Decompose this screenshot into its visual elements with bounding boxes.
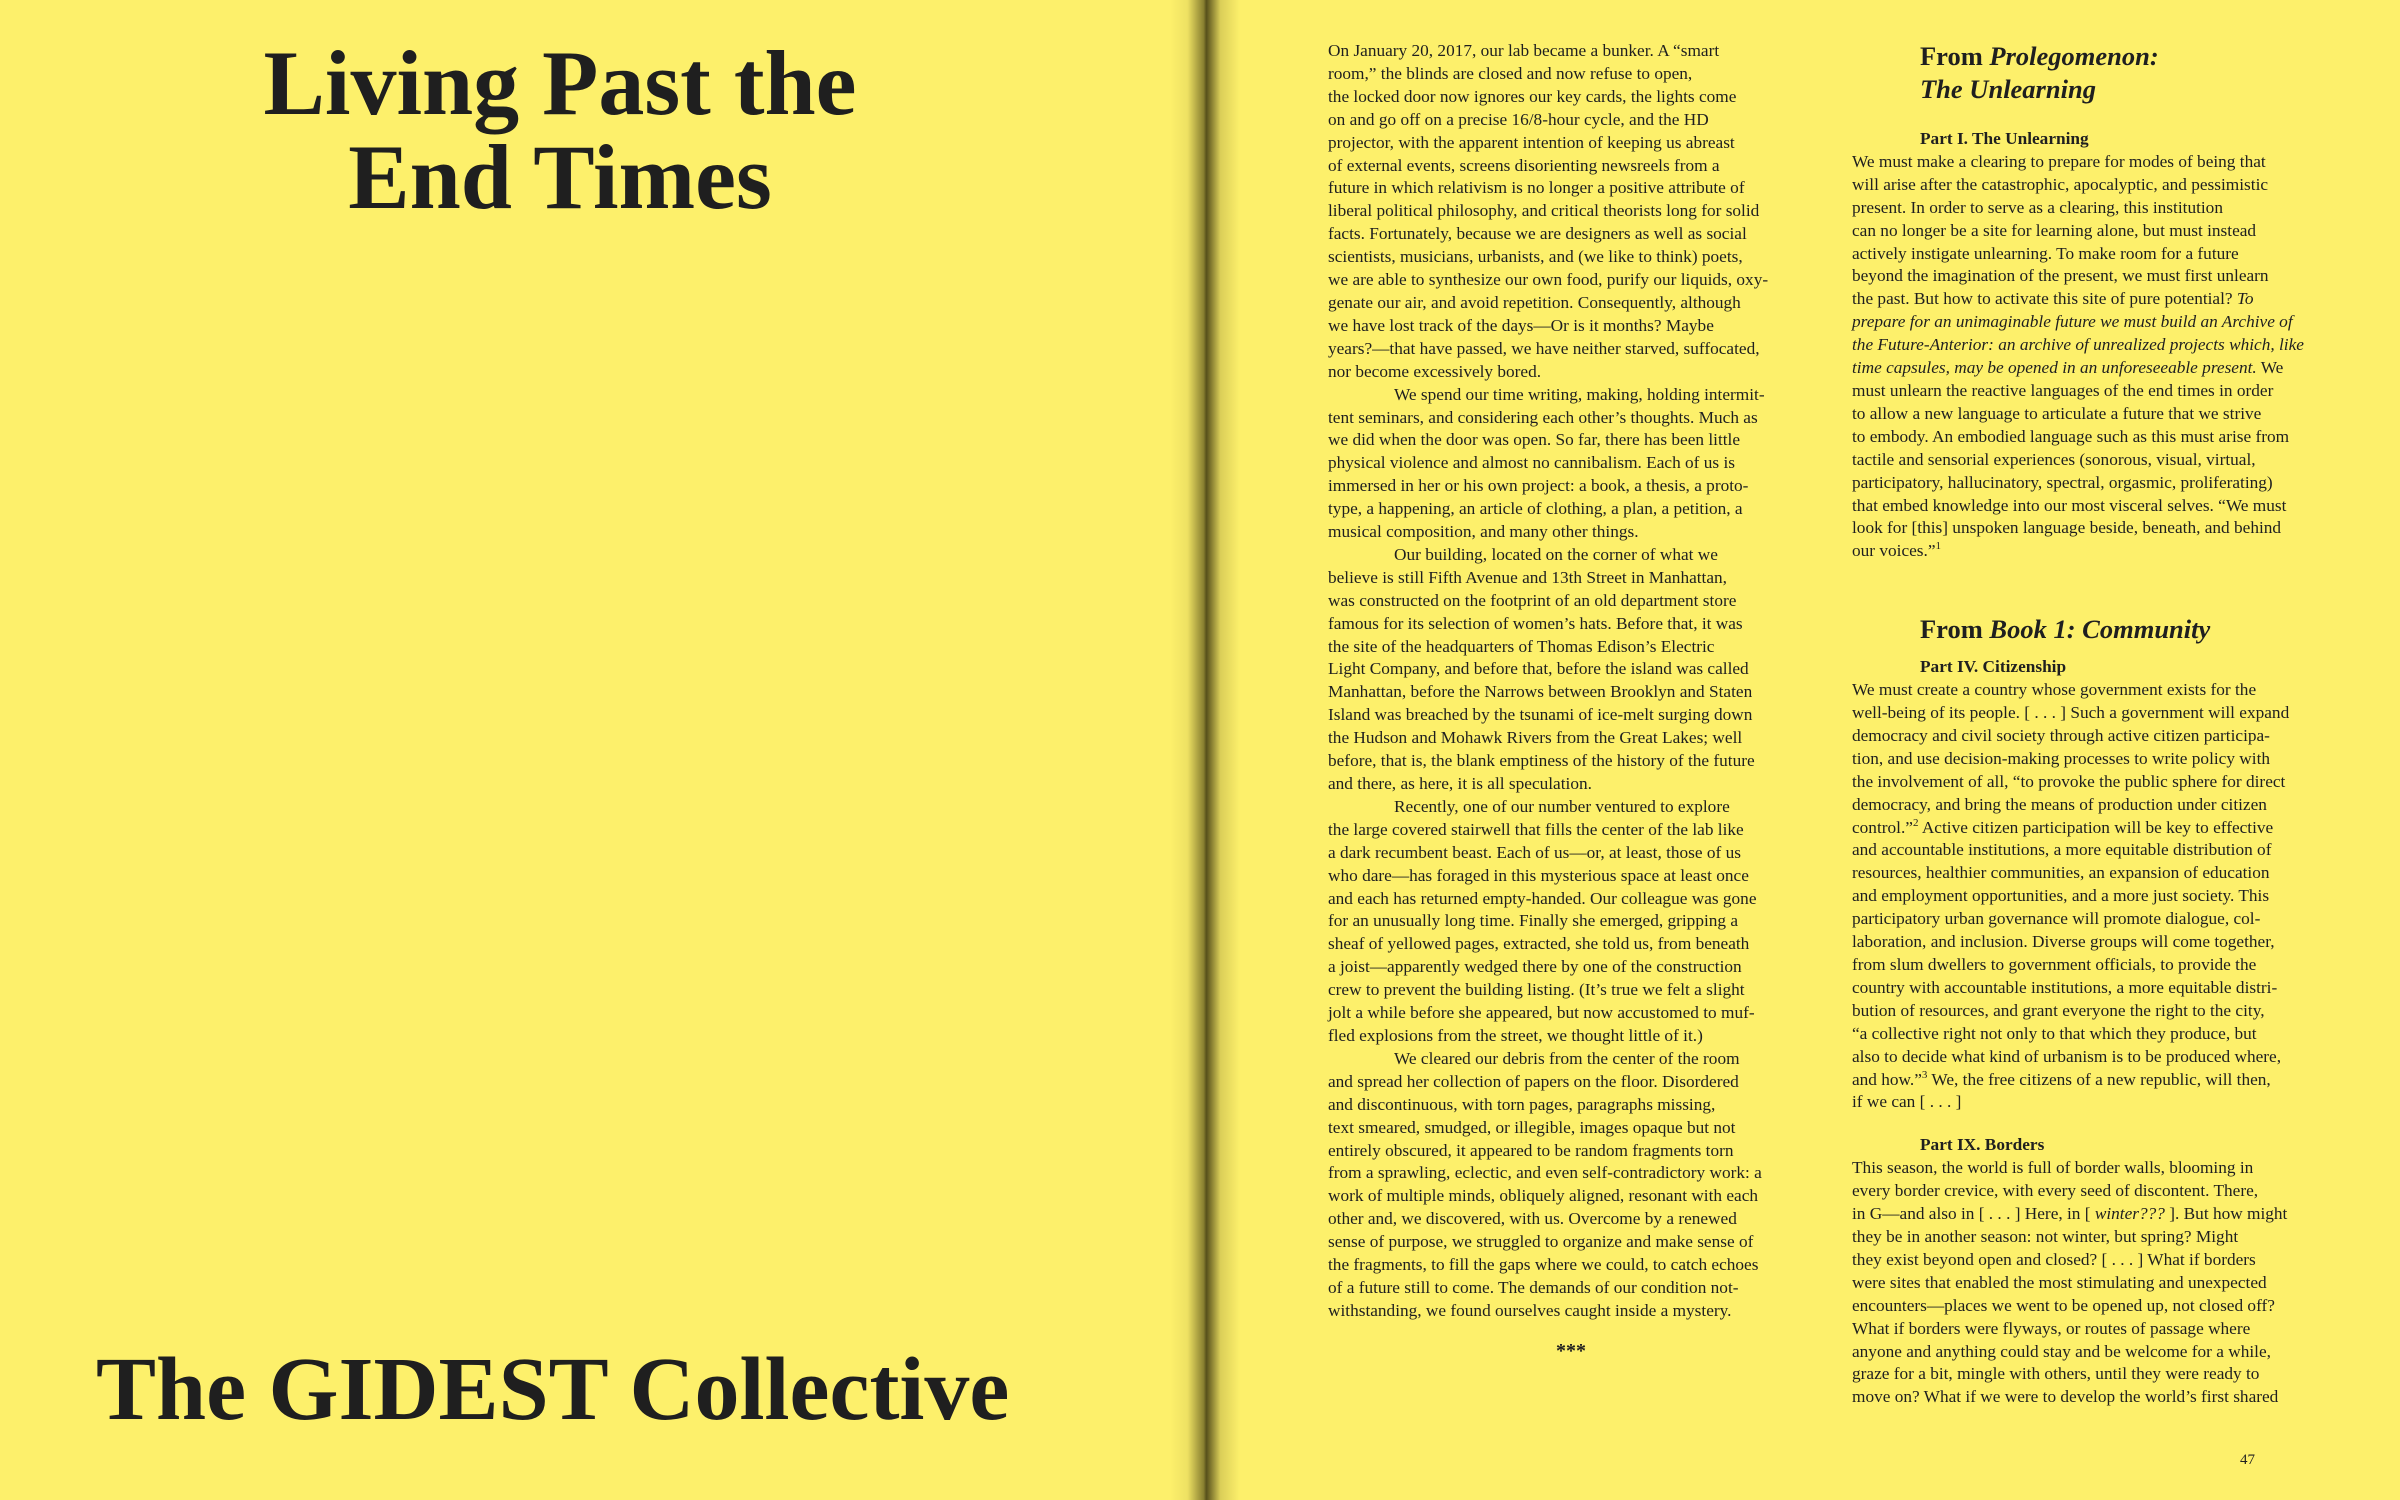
italic-run: time capsules, may be opened in an unforeseeable present. — [1852, 358, 2257, 378]
text-line: they be in another season: not winter, but spring? Might — [1852, 1226, 2239, 1246]
part4-lines — [1852, 679, 2352, 816]
text-line: and employment opportunities, and a more just society. This — [1852, 886, 2270, 906]
text-line: tactile and sensorial experiences (sonorous, visual, virtual, — [1852, 449, 2256, 469]
part1-lines — [1852, 151, 2352, 288]
part9-text — [1852, 1157, 2352, 1409]
text-line: Island was breached by the tsunami of ice-melt surging down — [1328, 705, 1753, 725]
text-line: Manhattan, before the Narrows between Brooklyn and Staten — [1328, 682, 1753, 702]
text-line: from a sprawling, eclectic, and even self-contradictory work: a — [1328, 1163, 1762, 1183]
text-line: nor become excessively bored. — [1328, 361, 1542, 381]
text-line: “a collective right not only to that which they produce, but — [1852, 1023, 2257, 1043]
text-line: work of multiple minds, obliquely aligned, resonant with each — [1328, 1186, 1759, 1206]
part4-last-line: if we can [ . . . ] — [1852, 1092, 1962, 1112]
text-line: and there, as here, it is all speculation. — [1328, 774, 1592, 793]
footnote-ref-1: 1 — [1935, 540, 1941, 553]
text-line: we did when the door was open. So far, there has been little — [1328, 430, 1741, 450]
text-line: resources, healthier communities, an expansion of education — [1852, 863, 2270, 883]
text-line: and spread her collection of papers on the floor. Disordered — [1328, 1071, 1739, 1091]
text-line: that embed knowledge into our most visceral selves. “We must — [1852, 495, 2287, 515]
text-line: projector, with the apparent intention of keeping us abreast — [1328, 132, 1735, 152]
text-line: We must make a clearing to prepare for modes of being that — [1852, 151, 2266, 171]
text-line: famous for its selection of women’s hats. Before that, it was — [1328, 613, 1743, 633]
text-line: for an unusually long time. Finally she emerged, gripping a — [1328, 911, 1739, 931]
page-number: 47 — [2240, 1452, 2255, 1468]
text-run: We — [2256, 358, 2284, 378]
part4-lines-b — [1852, 839, 2352, 1068]
text-line: encounters—places we went to be opened up, not closed off? — [1852, 1295, 2275, 1315]
text-run: and how.” — [1852, 1069, 1922, 1089]
text-line: from slum dwellers to government officials, to provide the — [1852, 955, 2257, 974]
text-line: a dark recumbent beast. Each of us—or, at least, those of us — [1328, 842, 1741, 862]
text-line: to embody. An embodied language such as this must arise from — [1852, 426, 2290, 446]
title-line-2: End Times — [348, 126, 772, 228]
text-line: and each has returned empty-handed. Our colleague was gone — [1328, 888, 1757, 908]
text-line: every border crevice, with every seed of discontent. There, — [1852, 1181, 2259, 1201]
text-line: beyond the imagination of the present, we must first unlearn — [1852, 266, 2269, 286]
section-heading-prolegomenon — [1920, 40, 2352, 106]
text-line: graze for a bit, mingle with others, until they were ready to — [1852, 1364, 2260, 1384]
text-line: the involvement of all, “to provoke the public sphere for direct — [1852, 771, 2286, 791]
book-title — [150, 32, 970, 228]
part1-text — [1852, 151, 2352, 563]
text-run: We, the free citizens of a new republic, will then, — [1927, 1069, 2271, 1089]
part4-line-7 — [1852, 817, 2352, 840]
part-heading-citizenship: Part IV. Citizenship — [1920, 657, 2067, 677]
text-line: physical violence and almost no cannibalism. Each of us is — [1328, 453, 1735, 473]
footnote-ref-2: 2 — [1912, 816, 1919, 829]
text-line: We spend our time writing, making, holding intermit- — [1394, 384, 1765, 404]
text-line: well-being of its people. [ . . . ] Such a government will expand — [1852, 703, 2290, 723]
heading-subtitle: The Unlearning — [1920, 74, 2096, 104]
text-line: entirely obscured, it appeared to be random fragments torn — [1328, 1140, 1734, 1160]
text-line: facts. Fortunately, because we are designers as well as social — [1328, 224, 1747, 244]
text-line: present. In order to serve as a clearing, this institution — [1852, 197, 2223, 217]
text-line: prepare for an unimaginable future we must build an Archive of — [1852, 312, 2293, 332]
text-line: country with accountable institutions, a more equitable distri- — [1852, 977, 2278, 997]
fragments-column — [1852, 40, 2352, 1409]
part9-line-3 — [1852, 1203, 2352, 1226]
text-line: liberal political philosophy, and critical theorists long for solid — [1328, 201, 1760, 221]
text-run: in G—and also in [ . . . ] Here, in [ — [1852, 1204, 2095, 1224]
part1-line-10 — [1852, 357, 2352, 380]
text-line: What if borders were flyways, or routes of passage where — [1852, 1318, 2251, 1338]
text-line: the Future-Anterior: an archive of unrealized projects which, like — [1852, 335, 2304, 355]
text-line: genate our air, and avoid repetition. Consequently, although — [1328, 292, 1741, 312]
intro-paragraph-2 — [1328, 384, 1822, 544]
section-heading-community — [1920, 613, 2352, 646]
text-run: ]. But how might — [2164, 1204, 2288, 1224]
text-line: type, a happening, an article of clothing, a plan, a petition, a — [1328, 499, 1743, 519]
text-line: sense of purpose, we struggled to organize and make sense of — [1328, 1232, 1754, 1252]
text-line: they exist beyond open and closed? [ . . . ] What if borders — [1852, 1249, 2256, 1269]
part4-line-17 — [1852, 1069, 2352, 1092]
part1-line-7 — [1852, 288, 2352, 311]
italic-run: To — [2236, 289, 2254, 309]
text-line: was constructed on the footprint of an old department store — [1328, 590, 1737, 610]
part1-lines-b — [1852, 380, 2352, 540]
text-line: room,” the blinds are closed and now refuse to open, — [1328, 63, 1693, 83]
text-line: to allow a new language to articulate a future that we strive — [1852, 403, 2262, 423]
text-run: Active citizen participation will be key to effective — [1918, 817, 2274, 837]
text-line: the locked door now ignores our key cards, the lights come — [1328, 86, 1737, 106]
intro-paragraph-3 — [1328, 544, 1822, 796]
text-line: can no longer be a site for learning alone, but must instead — [1852, 220, 2257, 240]
text-line: participatory urban governance will promote dialogue, col- — [1852, 909, 2261, 929]
text-line: text smeared, smudged, or illegible, images opaque but not — [1328, 1117, 1736, 1137]
part1-last-line — [1852, 540, 2352, 563]
text-line: look for [this] unspoken language beside, beneath, and behind — [1852, 518, 2282, 538]
text-line: participatory, hallucinatory, spectral, orgasmic, proliferating) — [1852, 472, 2273, 492]
text-line: On January 20, 2017, our lab became a bunker. A “smart — [1328, 41, 1720, 60]
text-line: Our building, located on the corner of what we — [1394, 544, 1718, 564]
italic-run: winter??? — [2094, 1204, 2165, 1224]
text-line: the Hudson and Mohawk Rivers from the Great Lakes; well — [1328, 728, 1743, 748]
text-line: must unlearn the reactive languages of the end times in order — [1852, 380, 2274, 400]
text-line: democracy, and bring the means of production under citizen — [1852, 794, 2267, 814]
text-line: We cleared our debris from the center of the room — [1394, 1048, 1740, 1068]
text-line: believe is still Fifth Avenue and 13th Street in Manhattan, — [1328, 567, 1727, 587]
intro-paragraph-4 — [1328, 796, 1822, 1048]
text-line: tent seminars, and considering each other’s thoughts. Much as — [1328, 407, 1758, 427]
part9-lines — [1852, 1157, 2352, 1203]
text-line: also to decide what kind of urbanism is to be produced where, — [1852, 1046, 2282, 1066]
text-line: Light Company, and before that, before the island was called — [1328, 659, 1749, 679]
intro-column — [1328, 40, 1822, 1323]
intro-paragraph-1 — [1328, 40, 1822, 384]
text-line: musical composition, and many other things. — [1328, 522, 1639, 542]
text-line: move on? What if we were to develop the world’s first shared — [1852, 1387, 2279, 1407]
part-heading-borders: Part IX. Borders — [1920, 1135, 2045, 1155]
text-line: laboration, and inclusion. Diverse groups will come together, — [1852, 932, 2275, 952]
text-line: democracy and civil society through active citizen participa- — [1852, 725, 2270, 745]
part4-text — [1852, 679, 2352, 1114]
text-run: control.” — [1852, 817, 1913, 837]
part1-italic-lines — [1852, 311, 2352, 357]
text-run: the past. But how to activate this site of pure potential? — [1852, 289, 2237, 309]
text-line: we are able to synthesize our own food, purify our liquids, oxy- — [1328, 270, 1769, 290]
text-line: of external events, screens disorienting newsreels from a — [1328, 155, 1720, 175]
text-line: withstanding, we found ourselves caught inside a mystery. — [1328, 1300, 1732, 1320]
text-run: our voices.” — [1852, 541, 1936, 561]
text-line: of a future still to come. The demands of our condition not- — [1328, 1277, 1739, 1297]
footnote-ref-3: 3 — [1921, 1068, 1928, 1081]
text-line: years?—that have passed, we have neither starved, suffocated, — [1328, 338, 1760, 358]
intro-paragraph-5 — [1328, 1048, 1822, 1323]
text-line: and accountable institutions, a more equitable distribution of — [1852, 840, 2272, 860]
heading-from: From — [1920, 614, 1990, 645]
text-line: fled explosions from the street, we thought little of it.) — [1328, 1025, 1703, 1045]
text-line: actively instigate unlearning. To make room for a future — [1852, 243, 2239, 263]
text-line: We must create a country whose government exists for the — [1852, 680, 2257, 700]
text-line: future in which relativism is no longer a positive attribute of — [1328, 178, 1745, 198]
text-line: tion, and use decision-making processes to write policy with — [1852, 748, 2271, 768]
text-line: scientists, musicians, urbanists, and (we like to think) poets, — [1328, 247, 1743, 267]
text-line: This season, the world is full of border walls, blooming in — [1852, 1158, 2254, 1178]
heading-from: From — [1920, 41, 1990, 71]
text-line: sheaf of yellowed pages, extracted, she told us, from beneath — [1328, 934, 1750, 954]
text-line: anyone and anything could stay and be welcome for a while, — [1852, 1341, 2271, 1361]
text-line: immersed in her or his own project: a book, a thesis, a proto- — [1328, 476, 1749, 496]
part-heading-unlearning: Part I. The Unlearning — [1920, 129, 2089, 148]
heading-title: Prolegomenon: — [1989, 41, 2159, 71]
text-line: who dare—has foraged in this mysterious space at least once — [1328, 865, 1749, 885]
part9-lines-b — [1852, 1226, 2352, 1409]
text-line: crew to prevent the building listing. (It’s true we felt a slight — [1328, 980, 1745, 1000]
text-line: bution of resources, and grant everyone the right to the city, — [1852, 1000, 2265, 1020]
text-line: before, that is, the blank emptiness of the history of the future — [1328, 751, 1755, 771]
title-line-1: Living Past the — [263, 32, 857, 134]
text-line: will arise after the catastrophic, apocalyptic, and pessimistic — [1852, 174, 2269, 194]
section-break: *** — [1556, 1340, 1586, 1362]
text-line: Recently, one of our number ventured to explore — [1394, 796, 1730, 816]
text-line: jolt a while before she appeared, but now accustomed to muf- — [1328, 1003, 1755, 1023]
text-line: and discontinuous, with torn pages, paragraphs missing, — [1328, 1094, 1716, 1114]
text-line: the fragments, to fill the gaps where we could, to catch echoes — [1328, 1255, 1759, 1275]
text-line: we have lost track of the days—Or is it months? Maybe — [1328, 315, 1714, 335]
text-line: other and, we discovered, with us. Overcome by a renewed — [1328, 1209, 1737, 1229]
text-line: were sites that enabled the most stimulating and unexpected — [1852, 1272, 2267, 1292]
text-line: on and go off on a precise 16/8-hour cycle, and the HD — [1328, 109, 1709, 129]
text-line: the large covered stairwell that fills the center of the lab like — [1328, 819, 1744, 839]
text-line: a joist—apparently wedged there by one of the construction — [1328, 957, 1742, 977]
heading-title: Book 1: Community — [1989, 614, 2211, 645]
author-name: The GIDEST Collective — [96, 1340, 1010, 1439]
text-line: the site of the headquarters of Thomas Edison’s Electric — [1328, 636, 1715, 656]
